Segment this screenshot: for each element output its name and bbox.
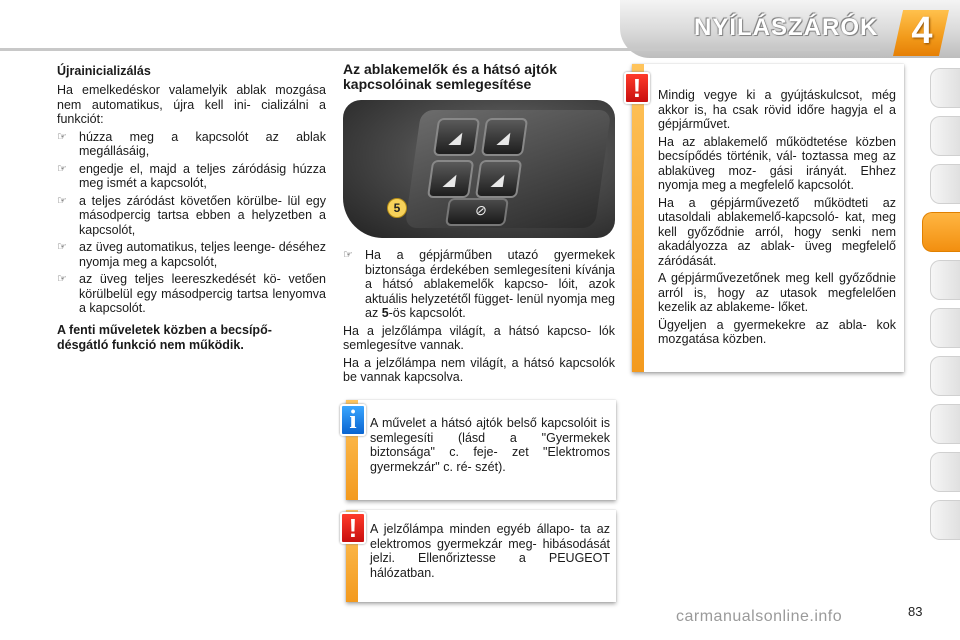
window-switch-photo — [343, 100, 615, 238]
key-warning-text: Mindig vegye ki a gyújtáskulcsot, még akkor is, ha csak rövid időre hagyja el a gépjárművet. Ha az ablakemelő működtetése közben becsípődés történik, vál- toztassa meg az ablaküveg moz- gási irányát. Ehhez nyomja meg a megfelelő kapcsolót. Ha a gépjárművezető működteti az utasoldali ablakemelő-kapcsoló- kat, meg kell győződnie arról, hogy senki nem akadályozza az ablak- üveg megfelelő záródását. A gépjárművezetőnek meg kell győződnie arról is, hogy az utasok megfelelően kezelik az ablakeme- lőket. Ügyeljen a gyermekekre az abla- kok mozgatása közben. — [658, 88, 896, 346]
list-item: ☞ az üveg automatikus, teljes leenge- déséhez nyomja meg a kapcsolót, — [57, 240, 326, 269]
child-lock-switch — [445, 198, 509, 226]
chapter-number: 4 — [911, 10, 933, 52]
lamp-off-text: Ha a jelzőlámpa nem világít, a hátsó kapcsolók be vannak kapcsolva. — [343, 355, 615, 384]
side-tab-2[interactable] — [930, 116, 960, 156]
malfunction-warning-text: A jelzőlámpa minden egyéb állapo- ta az elektromos gyermekzár meg- hibásodását jelzi. Ellenőriztesse a PEUGEOT hálózatban. — [370, 522, 610, 580]
box-accent-stripe — [632, 64, 644, 372]
window-switch-front-left — [433, 118, 480, 156]
watermark: carmanualsonline.info — [676, 608, 843, 625]
reinit-section — [57, 64, 326, 319]
key-warning-box — [632, 64, 904, 372]
side-tab-3[interactable] — [930, 164, 960, 204]
window-arrow-icon: ◢ — [496, 130, 511, 147]
chapter-side-tabs — [930, 68, 960, 574]
window-arrow-icon: ◢ — [442, 172, 457, 189]
child-lock-steps — [343, 248, 615, 321]
list-item: ☞ a teljes záródást követően körülbe- lül egy másodpercig tartsa ebben a helyzetben a kapcsolót, — [57, 193, 326, 237]
info-box — [346, 400, 616, 500]
reinit-intro: Ha emelkedéskor valamelyik ablak mozgása nem automatikus, újra kell ini- cializálni a funkciót: — [57, 83, 326, 126]
side-tab-8[interactable] — [930, 404, 960, 444]
side-tab-4-active[interactable] — [922, 212, 960, 252]
malfunction-warning-box — [346, 510, 616, 602]
window-switch-rear-right — [475, 160, 522, 198]
side-tab-5[interactable] — [930, 260, 960, 300]
anti-pinch-warning: A fenti műveletek közben a becsípő- désgátló funkció nem működik. — [57, 323, 272, 352]
pointing-hand-icon: ☞ — [57, 273, 67, 285]
warning-icon: ! — [340, 512, 366, 544]
window-arrow-icon: ◢ — [448, 130, 463, 147]
reinit-title: Újrainicializálás — [57, 64, 151, 78]
list-item: ☞ húzza meg a kapcsolót az ablak megállásáig, — [57, 129, 326, 158]
list-item: ☞ az üveg teljes leereszkedését kö- vetően körülbelül egy másodpercig tartsa lenyomva a kapcsolót. — [57, 272, 326, 315]
window-switch-rear-left — [427, 160, 474, 198]
pointing-hand-icon: ☞ — [57, 130, 67, 143]
child-lock-title: Az ablakemelők és a hátsó ajtók kapcsolóinak semlegesítése — [343, 61, 557, 92]
header-rule — [0, 48, 880, 51]
side-tab-1[interactable] — [930, 68, 960, 108]
side-tab-6[interactable] — [930, 308, 960, 348]
side-tab-7[interactable] — [930, 356, 960, 396]
switch-panel — [405, 110, 612, 228]
page-title: NYÍLÁSZÁRÓK — [694, 14, 879, 41]
list-item: ☞ engedje el, majd a teljes záródásig húzza meg ismét a kapcsolót, — [57, 161, 326, 190]
page-number: 83 — [908, 604, 923, 619]
pointing-hand-icon: ☞ — [57, 194, 67, 207]
child-lock-section — [343, 62, 615, 388]
pointing-hand-icon: ☞ — [57, 162, 67, 175]
side-tab-10[interactable] — [930, 500, 960, 540]
child-lock-icon: ⊘ — [474, 202, 489, 218]
callout-number-badge: 5 — [387, 198, 407, 218]
info-text: A művelet a hátsó ajtók belső kapcsolóit is semlegesíti (lásd a "Gyermekek biztonsága" c. feje- zet "Elektromos gyermekzár" c. ré- szét). — [370, 416, 610, 474]
reinit-steps — [57, 130, 326, 316]
pointing-hand-icon: ☞ — [343, 249, 353, 261]
window-arrow-icon: ◢ — [490, 172, 505, 189]
list-item: ☞ Ha a gépjárműben utazó gyermekek biztonsága érdekében semlegesíteni kívánja a hátsó ablakemelők kapcso- lóit, azok aktuális helyzetétől függet- lenül nyomja meg az 5-ös kapcsolót. — [343, 248, 615, 320]
window-switch-front-right — [481, 118, 528, 156]
info-icon: i — [340, 404, 366, 436]
pointing-hand-icon: ☞ — [57, 241, 67, 253]
lamp-on-text: Ha a jelzőlámpa világít, a hátsó kapcso- lók semlegesítve vannak. — [343, 323, 615, 352]
side-tab-9[interactable] — [930, 452, 960, 492]
warning-icon: ! — [624, 72, 650, 104]
